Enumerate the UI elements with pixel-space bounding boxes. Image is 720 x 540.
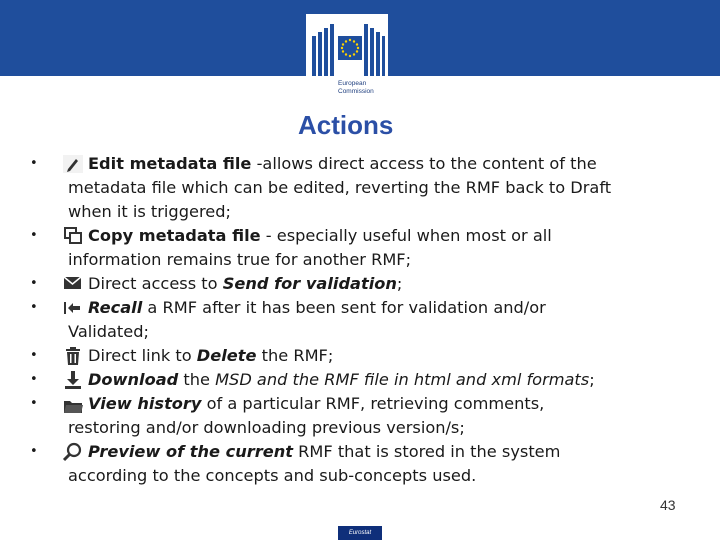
logo-caption: European Commission [338,80,374,95]
list-item: • Direct access to Send for validation; [30,274,403,293]
pencil-icon[interactable] [62,154,84,174]
copy-icon[interactable] [62,226,84,246]
search-icon[interactable] [62,442,84,462]
actions-list [30,152,700,488]
list-item: • View history of a particular RMF, retrieving comments, restoring and/or downloading previous version/s; [30,394,545,437]
folder-history-icon[interactable] [62,394,84,414]
list-item: • Download the MSD and the RMF file in html and xml formats; [30,370,595,389]
trash-icon[interactable] [62,346,84,366]
envelope-icon[interactable] [62,274,84,294]
list-item: • Direct link to Delete the RMF; [30,346,334,365]
download-icon[interactable] [62,370,84,390]
list-item: • Recall a RMF after it has been sent for validation and/or Validated; [30,298,546,341]
list-item: • Copy metadata file - especially useful when most or all information remains true for another RMF; [30,226,552,269]
eurostat-logo: Eurostat [338,526,382,540]
page-number: 43 [660,497,676,513]
recall-arrow-icon[interactable] [62,298,84,318]
list-item: • Preview of the current RMF that is stored in the system according to the concepts and sub-concepts used. [30,442,561,485]
slide-title: Actions [298,110,394,140]
list-item: • Edit metadata file -allows direct access to the content of the metadata file which can be edited, reverting the RMF back to Draft when it is triggered; [30,154,612,221]
